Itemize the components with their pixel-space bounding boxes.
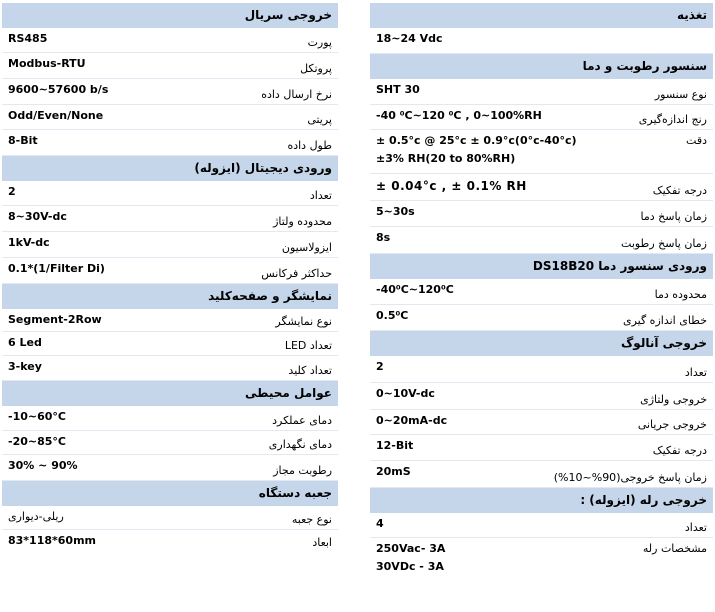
spec-value: -10~60°C (8, 410, 66, 423)
spec-row-accuracy (370, 130, 713, 174)
spec-value: 8-Bit (8, 134, 38, 147)
spec-row-count (2, 181, 338, 206)
enclosure-header: جعبه دستگاه (2, 481, 338, 506)
spec-label: خطای اندازه گیری (622, 314, 707, 327)
spec-label: حداکثر فرکانس (261, 267, 332, 280)
spec-row-relay-count (370, 513, 713, 538)
spec-row-baud-rate (2, 79, 338, 105)
digital-input-header: ورودی دیجیتال (ایزوله) (2, 156, 338, 181)
spec-label: نوع نمایشگر (275, 315, 332, 328)
spec-label: نرخ ارسال داده (261, 88, 332, 101)
spec-value: -40⁰C~120⁰C (376, 283, 454, 296)
spec-label: زمان پاسخ دما (640, 210, 707, 223)
spec-value: 8s (376, 231, 391, 244)
spec-row-operating-temp (2, 406, 338, 431)
spec-row-measure-error (370, 305, 713, 331)
spec-value: 30% ~ 90% (8, 459, 78, 472)
spec-value: 250Vac- 3A (376, 542, 446, 555)
spec-value: ± 0.04°c , ± 0.1% RH (376, 179, 527, 193)
spec-value-secondary: ±3% RH(20 to 80%RH) (376, 152, 516, 165)
spec-row-parity (2, 105, 338, 130)
spec-value: 0~10V-dc (376, 387, 435, 400)
analog-output-header: خروجی آنالوگ (370, 331, 713, 356)
right-spec-column (370, 3, 713, 584)
spec-label: پریتی (307, 113, 332, 126)
spec-label: نوع سنسور (654, 88, 707, 101)
spec-value: 0.1*(1/Filter Di) (8, 262, 105, 275)
serial-output-header: خروجی سریال (2, 3, 338, 28)
spec-value: SHT 30 (376, 83, 420, 96)
spec-row-storage-temp (2, 431, 338, 455)
spec-value: RS485 (8, 32, 48, 45)
spec-label: تعداد (309, 189, 332, 202)
spec-label: تعداد کلید (288, 364, 332, 377)
spec-value: Segment-2Row (8, 313, 102, 326)
spec-label: زمان پاسخ خروجی(90%~10%) (553, 471, 707, 484)
spec-row-measure-range (370, 105, 713, 130)
spec-row-output-response (370, 461, 713, 488)
spec-label: رطوبت مجاز (273, 464, 332, 477)
spec-row-humidity-response (370, 227, 713, 254)
spec-row-relay-specs (370, 538, 713, 584)
spec-value: -40 ⁰C~120 ⁰C , 0~100%RH (376, 109, 542, 122)
spec-row-humidity (2, 455, 338, 481)
spec-value: 0~20mA-dc (376, 414, 448, 427)
spec-label: پورت (307, 36, 332, 49)
spec-label: دقت (686, 134, 707, 147)
spec-row-led-count (2, 332, 338, 356)
spec-label: تعداد (684, 521, 707, 534)
humidity-sensor-header: سنسور رطوبت و دما (370, 54, 713, 79)
left-spec-column (2, 3, 338, 552)
spec-row-sensor-type (370, 79, 713, 105)
spec-label: تعداد (684, 366, 707, 379)
spec-label: دمای عملکرد (272, 414, 332, 427)
relay-output-header: خروجی رله (ایزوله) : (370, 488, 713, 513)
spec-value: 4 (376, 517, 384, 530)
spec-row-port (2, 28, 338, 53)
spec-value: 2 (376, 360, 384, 373)
spec-row-key-count (2, 356, 338, 381)
spec-label: خروجی ولتاژی (640, 393, 707, 406)
spec-row-protocol (2, 53, 338, 79)
spec-row-power-supply (370, 28, 713, 54)
spec-value: 8~30V-dc (8, 210, 67, 223)
spec-label: دمای نگهداری (268, 438, 332, 451)
power-header: تغذیه (370, 3, 713, 28)
spec-value: ریلی-دیواری (8, 510, 64, 523)
spec-value: 5~30s (376, 205, 415, 218)
spec-label: پروتکل (300, 62, 332, 75)
spec-value: 83*118*60mm (8, 534, 97, 547)
spec-label: ابعاد (312, 536, 332, 549)
spec-value-secondary: 30VDc - 3A (376, 560, 444, 573)
spec-value: 18~24 Vdc (376, 32, 443, 45)
spec-label: تعداد LED (284, 339, 332, 352)
spec-value: 9600~57600 b/s (8, 83, 109, 96)
spec-value: -20~85°C (8, 435, 66, 448)
spec-label: ایزولاسیون (281, 241, 332, 254)
spec-row-dimensions (2, 530, 338, 552)
spec-value: 3-key (8, 360, 42, 373)
spec-value: 0.5⁰C (376, 309, 409, 322)
spec-label: درجه تفکیک (652, 444, 707, 457)
spec-label: مشخصات رله (642, 542, 707, 555)
spec-value: 2 (8, 185, 16, 198)
display-keypad-header: نمایشگر و صفحه‌کلید (2, 284, 338, 309)
spec-row-isolation (2, 232, 338, 258)
spec-label: رنج اندازه‌گیری (638, 113, 707, 126)
environment-header: عوامل محیطی (2, 381, 338, 406)
spec-row-data-length (2, 130, 338, 156)
spec-row-display-type (2, 309, 338, 332)
spec-label: نوع جعبه (291, 513, 332, 526)
spec-value: ± 0.5°c @ 25°c ± 0.9°c(0°c-40°c) (376, 134, 577, 147)
spec-row-max-frequency (2, 258, 338, 284)
spec-label: طول داده (287, 139, 332, 152)
spec-row-temp-range (370, 279, 713, 305)
spec-row-current-output (370, 410, 713, 435)
spec-value: Odd/Even/None (8, 109, 104, 122)
spec-label: محدوده ولتاژ (273, 215, 332, 228)
spec-value: 12-Bit (376, 439, 414, 452)
spec-row-temp-response (370, 201, 713, 227)
spec-row-analog-resolution (370, 435, 713, 461)
spec-row-voltage-range (2, 206, 338, 232)
spec-label: محدوده دما (654, 288, 707, 301)
spec-row-analog-count (370, 356, 713, 383)
spec-row-voltage-output (370, 383, 713, 410)
spec-label: درجه تفکیک (652, 184, 707, 197)
spec-row-resolution (370, 174, 713, 201)
spec-value: 6 Led (8, 336, 42, 349)
spec-row-enclosure-type (2, 506, 338, 530)
spec-value: 20mS (376, 465, 411, 478)
spec-value: 1kV-dc (8, 236, 50, 249)
ds18b20-header: ورودی سنسور دما DS18B20 (370, 254, 713, 279)
spec-label: خروجی جریانی (637, 418, 707, 431)
spec-label: زمان پاسخ رطوبت (621, 237, 707, 250)
spec-value: Modbus-RTU (8, 57, 86, 70)
